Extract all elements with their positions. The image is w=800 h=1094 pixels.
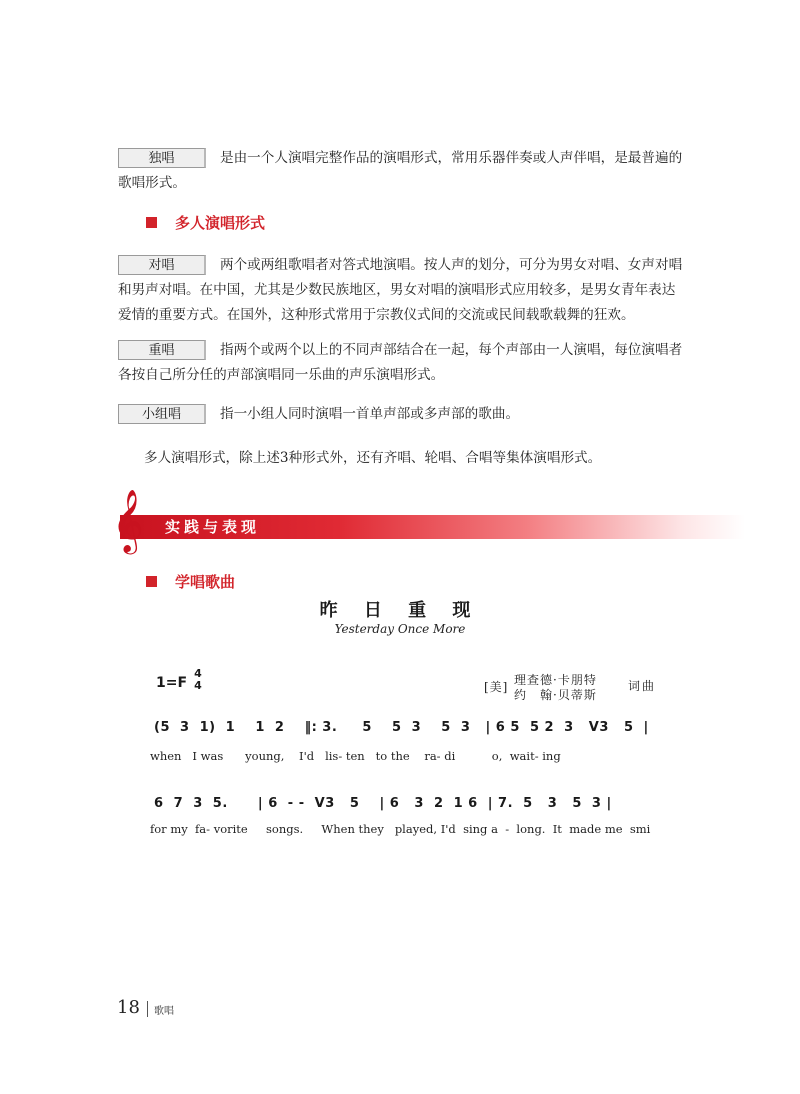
summary-paragraph: 多人演唱形式，除上述3种形式外，还有齐唱、轮唱、合唱等集体演唱形式。 [144,450,602,466]
small-group-paragraph [118,402,688,427]
group-heading [146,212,265,233]
time-signature-bottom: 4 [194,679,202,692]
score-line-2-lyrics: for my fa- vorite songs. When they played, I'd sing a - long. It made me smi [150,822,651,836]
footer-section: 歌唱 [154,1006,174,1017]
song-subtitle: Yesterday Once More [334,622,466,636]
song-key: 1=F [156,675,188,691]
small-group-text: 指一小组人同时演唱一首单声部或多声部的歌曲。 [220,406,520,422]
treble-clef-icon: 𝄞 [112,489,144,552]
song-title: 昨 日 重 现 [319,600,481,621]
credits-roles: 词曲 [628,679,657,693]
score-line-1-lyrics: when I was young, I'd lis- ten to the ra- di o, wait- ing [150,749,561,763]
duet-text: 两个或两组歌唱者对答式地演唱。按人声的划分，可分为男女对唱、女声对唱和男声对唱。在中国，尤其是少数民族地区，男女对唱的演唱形式应用较多，是男女青年表达爱情的重要方式。在国外，这种形式常用于宗教仪式间的交流或民间载歌载舞的狂欢。 [118,257,683,323]
red-square-icon [146,217,157,228]
group-heading-text: 多人演唱形式 [175,214,266,232]
solo-paragraph [118,146,688,196]
page-number: 18 [117,997,140,1018]
time-signature [192,668,204,692]
practice-banner-title: 实践与表现 [165,518,261,536]
solo-text: 是由一个人演唱完整作品的演唱形式，常用乐器伴奏或人声伴唱，是最普遍的歌唱形式。 [118,150,683,191]
ensemble-term: 重唱 [118,340,206,360]
solo-term: 独唱 [118,148,206,168]
red-square-icon [146,576,157,587]
small-group-term: 小组唱 [118,404,206,424]
learn-heading-text: 学唱歌曲 [175,573,236,591]
duet-term: 对唱 [118,255,206,275]
score-line-2-notes: 6 7 3 5. | 6 - - V3 5 | 6 3 2 1 6 | 7. 5 3 5 3 | [154,796,612,811]
ensemble-text: 指两个或两个以上的不同声部结合在一起，每个声部由一人演唱，每位演唱者各按自己所分任的声部演唱同一乐曲的声乐演唱形式。 [118,342,683,383]
credits-names [514,673,614,703]
duet-paragraph [118,253,688,328]
time-signature-top: 4 [194,667,202,680]
credits-nationality: [美] [484,680,509,694]
score-line-1-notes: (5 3 1) 1 1 2 ‖: 3. 5 5 3 5 3 | 6 5 5 2 3 V3 5 | [154,720,649,735]
learn-heading [146,571,235,592]
lyricist-name: 理查德·卡朋特 [514,673,597,687]
ensemble-paragraph [118,338,688,388]
footer-divider [147,1001,148,1017]
composer-name: 约 翰·贝蒂斯 [514,688,597,702]
